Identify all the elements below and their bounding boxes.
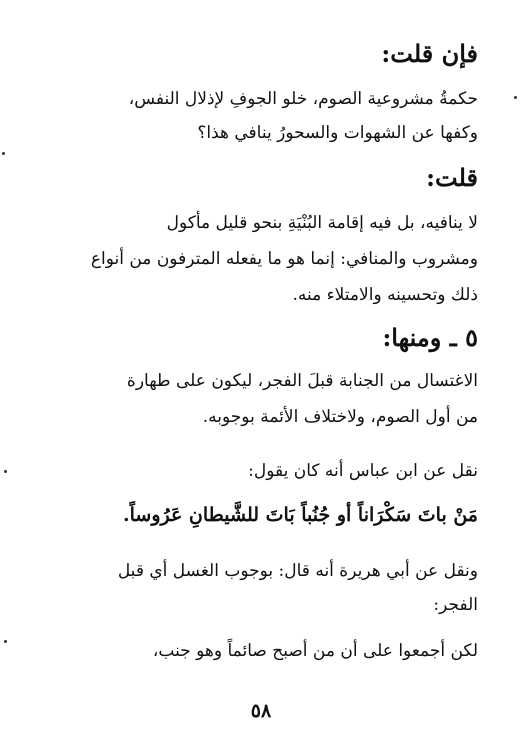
paragraph-line: ذلك وتحسينه والامتلاء منه. [292,285,478,305]
paragraph-line: لا ينافيه، بل فيه إقامة البُنْيَةِ بنحو قليل مأكول [166,213,478,233]
page-number: ٥٨ [250,700,272,722]
section-heading: ٥ ـ ومنها: [382,323,478,352]
section-heading: فإن قلت: [381,39,478,68]
paragraph-line: حكمةُ مشروعية الصوم، خلو الجوفِ لإذلال النفس، [128,89,478,109]
paragraph-line: ونقل عن أبي هريرة أنه قال: بوجوب الغسل أي قبل [117,561,478,581]
paragraph-line: الفجر: [433,595,478,615]
narration-intro: نقل عن ابن عباس أنه كان يقول: [248,461,478,481]
paragraph-line: من أول الصوم، ولاختلاف الأئمة بوجوبه. [202,407,478,427]
paragraph-line: الاغتسال من الجنابة قبلَ الفجر، ليكون على طهارة [126,371,478,391]
margin-dot [2,152,5,155]
paragraph-line: وكفها عن الشهوات والسحورُ ينافي هذا؟ [197,123,478,143]
section-heading: قلت: [426,163,478,192]
quoted-saying: مَنْ باتَ سَكْرَاناً أو جُنُباً بَاتَ للشَّيطانِ عَرُوساً. [123,504,478,526]
margin-dot [4,640,7,643]
margin-dot [4,470,7,473]
paragraph-line: لكن أجمعوا على أن من أصبح صائماً وهو جنب، [152,641,478,661]
paragraph-line: ومشروب والمنافي: إنما هو ما يفعله المترفون من أنواع [90,249,478,269]
margin-dot [514,96,517,99]
